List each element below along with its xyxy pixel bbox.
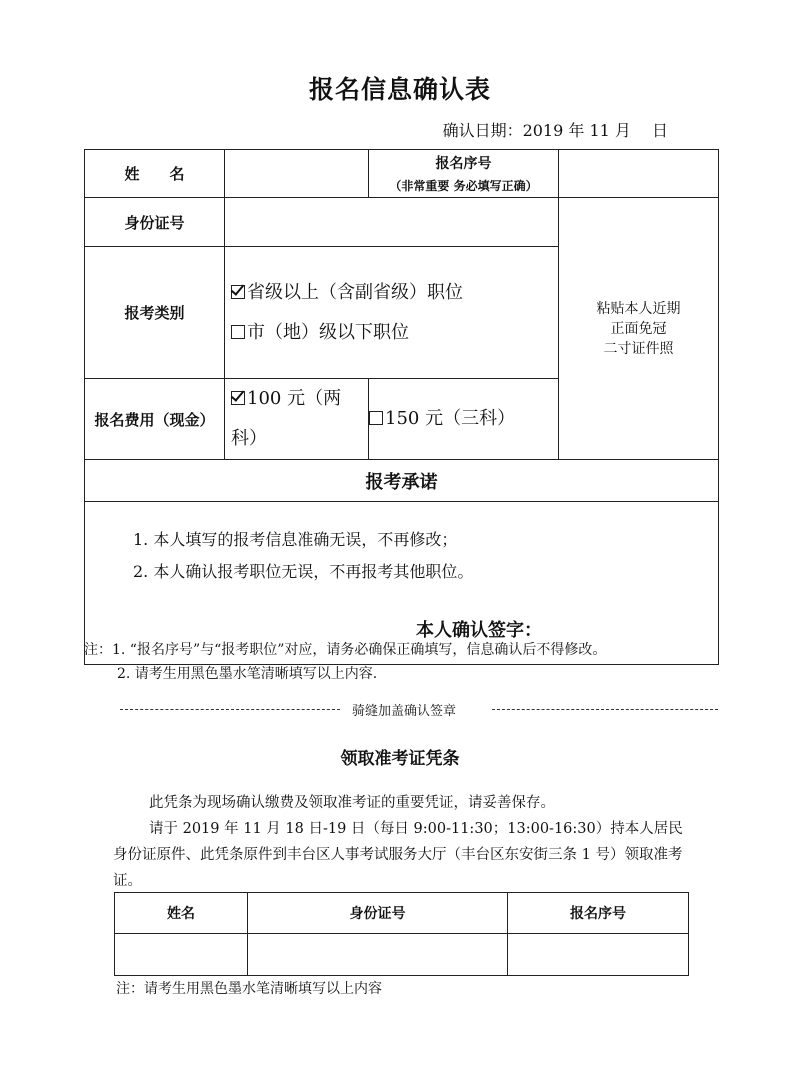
dashed-line-right [492, 709, 718, 710]
checkbox-empty-icon[interactable] [231, 325, 245, 339]
ticket-paragraph-1: 此凭条为现场确认缴费及领取准考证的重要凭证，请妥善保存。 [149, 795, 555, 811]
signature-label: 本人确认签字： [416, 620, 542, 641]
ticket-paragraph-2: 请于 2019 年 11 月 18 日-19 日（每日 9:00-11:30；13:00-16:30）持本人居民身份证原件、此凭条原件到丰台区人事考试服务大厅（丰台区东安街三条 1 号）领取准考证。 [113, 821, 683, 889]
ticket-id-field[interactable] [248, 934, 508, 976]
seal-line-text: 骑缝加盖确认签章 [352, 704, 457, 719]
ticket-header-seq: 报名序号 [508, 893, 689, 934]
photo-line: 正面免冠 [610, 320, 667, 337]
ticket-seq-field[interactable] [508, 934, 689, 976]
name-field[interactable] [225, 150, 369, 198]
checkbox-checked-icon[interactable] [231, 285, 245, 299]
category-label: 报考类别 [85, 247, 225, 379]
ticket-header-name: 姓名 [115, 893, 248, 934]
photo-line: 粘贴本人近期 [596, 300, 681, 317]
promise-item: 1. 本人填写的报考信息准确无误，不再修改； [133, 530, 458, 549]
photo-area [559, 198, 719, 460]
registration-form-table [84, 149, 719, 665]
ticket-name-field[interactable] [115, 934, 248, 976]
seq-field[interactable] [559, 150, 719, 198]
name-label: 姓 名 [85, 150, 225, 198]
note-1: 注：1. “报名序号”与“报考职位”对应，请务必确保正确填写，信息确认后不得修改。 [84, 642, 607, 658]
checkbox-empty-icon[interactable] [369, 411, 383, 425]
ticket-table [114, 892, 689, 976]
category-option-municipal[interactable]: 市（地）级以下职位 [225, 313, 558, 353]
id-field[interactable] [225, 198, 559, 247]
ticket-note: 注：请考生用黑色墨水笔清晰填写以上内容 [116, 981, 382, 997]
form-notes [84, 638, 606, 686]
seq-label: 报名序号 [435, 156, 492, 172]
checkbox-checked-icon[interactable] [231, 391, 245, 405]
fee-label: 报名费用（现金） [85, 379, 225, 460]
seq-header [369, 150, 559, 198]
confirm-date: 确认日期：2019 年 11 月 日 [442, 121, 668, 140]
seal-line [120, 700, 718, 718]
dashed-line-left [120, 709, 340, 710]
ticket-title: 领取准考证凭条 [340, 749, 460, 769]
category-option-provincial[interactable]: 省级以上（含副省级）职位 [225, 273, 558, 313]
seq-note: （非常重要 务必填写正确） [389, 179, 538, 193]
promise-title: 报考承诺 [85, 460, 719, 502]
id-label: 身份证号 [85, 198, 225, 247]
ticket-header-id: 身份证号 [248, 893, 508, 934]
category-options [225, 247, 559, 379]
fee-option-two-subjects[interactable]: 100 元（两科） [225, 379, 369, 460]
promise-item: 2. 本人确认报考职位无误，不再报考其他职位。 [133, 562, 474, 581]
photo-line: 二寸证件照 [603, 340, 674, 357]
fee-option-three-subjects[interactable]: 150 元（三科） [369, 379, 559, 460]
form-title: 报名信息确认表 [308, 75, 491, 104]
note-2: 2. 请考生用黑色墨水笔清晰填写以上内容. [117, 666, 378, 682]
